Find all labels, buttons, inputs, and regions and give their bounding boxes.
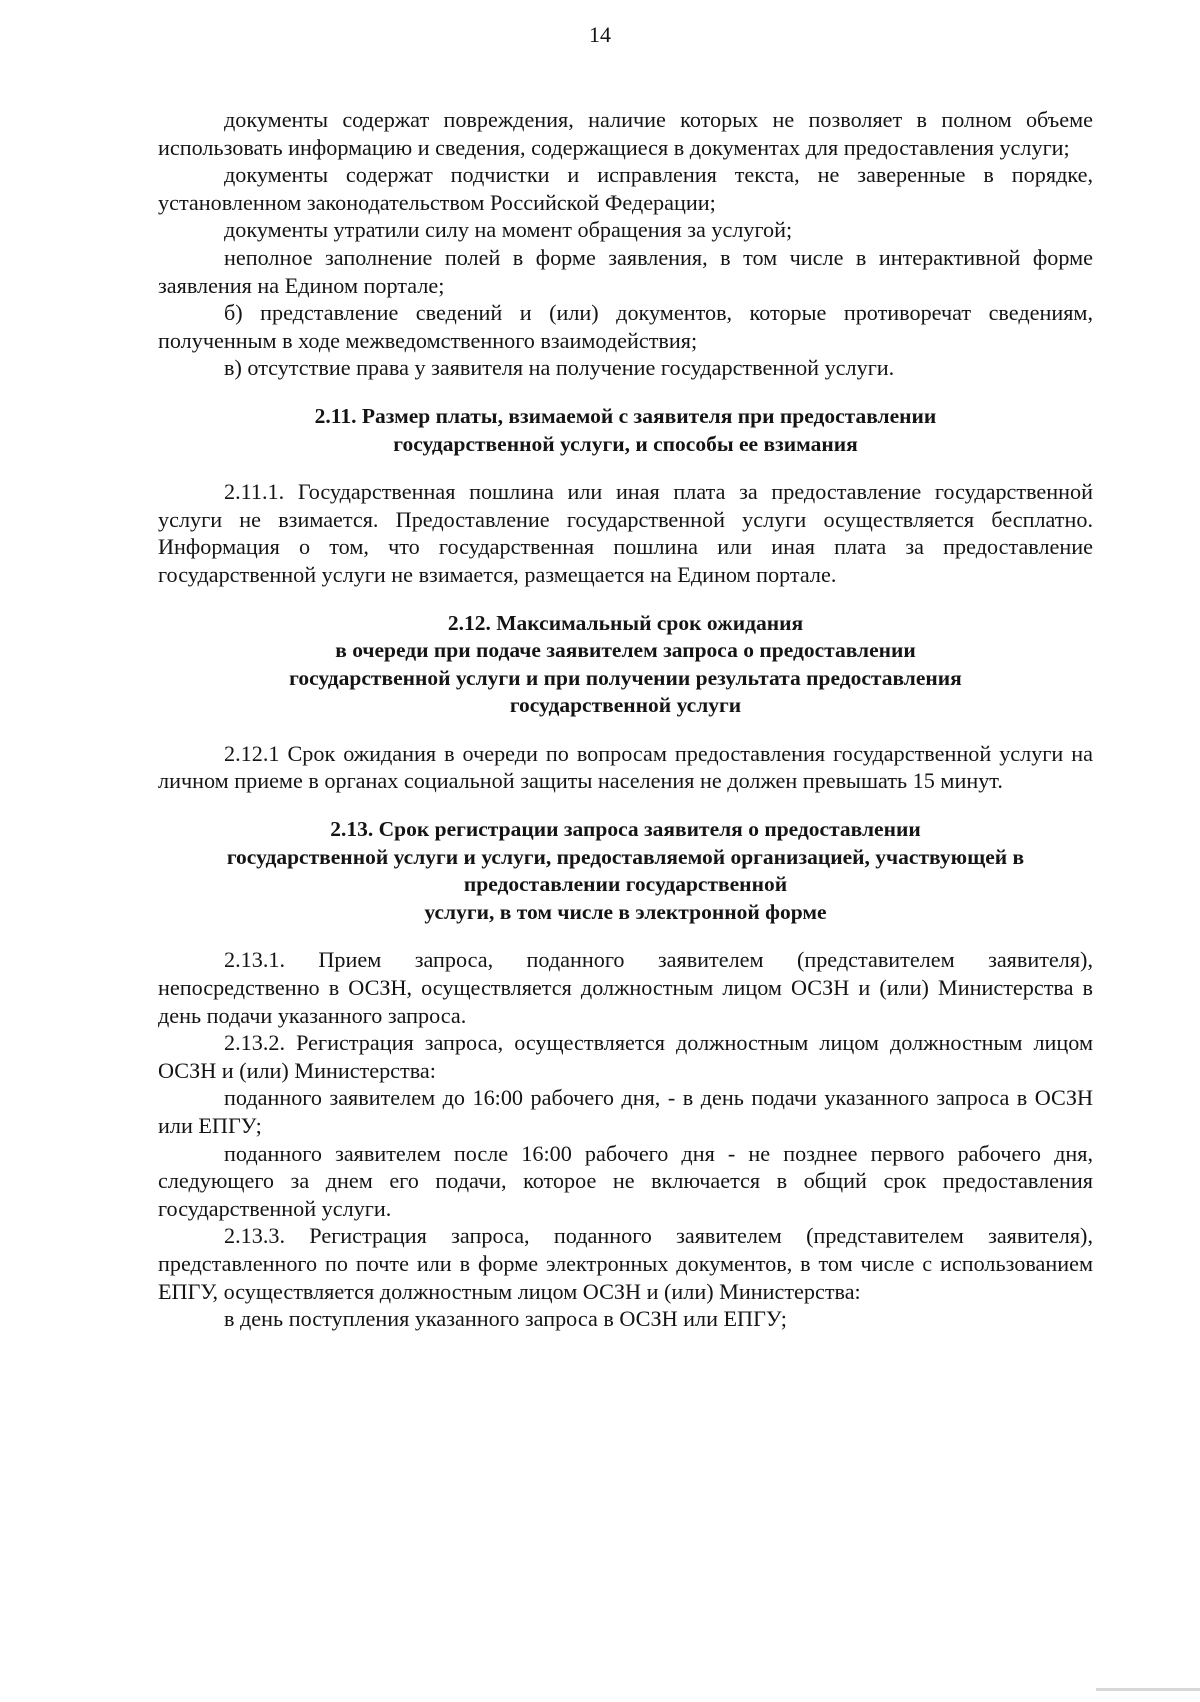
paragraph: 2.13.1. Прием запроса, поданного заявителем (представителем заявителя), непосредственно в ОСЗН, осуществляется должностным лицом ОСЗН и (или) Министерства в день подачи указанного запроса.: [158, 947, 1093, 1028]
heading-line: предоставлении государственной: [463, 872, 788, 897]
heading-line: услуги, в том числе в электронной форме: [424, 899, 827, 924]
scan-edge-mark: [1096, 1688, 1200, 1691]
heading-line: 2.12. Максимальный срок ожидания: [447, 610, 804, 635]
paragraph: 2.11.1. Государственная пошлина или иная плата за предоставление государственной услуги не взимается. Предоставление государственной услуги осуществляется бесплатно. Информация о том, что государственная пошлина или иная плата за предоставление государственной услуги не взимается, размещается на Едином портале.: [158, 479, 1093, 587]
section-2-12-body: [158, 740, 1093, 795]
heading-line: в очереди при подаче заявителем запроса о предоставлении: [335, 638, 916, 663]
heading-line: государственной услуги и услуги, предоставляемой организацией, участвующей в: [226, 844, 1025, 869]
heading-line: государственной услуги и при получении результата предоставления: [289, 665, 962, 690]
heading-line: государственной услуги: [509, 693, 742, 718]
paragraph: 2.13.2. Регистрация запроса, осуществляется должностным лицом должностным лицом ОСЗН и (или) Министерства:: [158, 1030, 1093, 1083]
refusal-grounds-list: [158, 106, 1093, 382]
heading-line: 2.13. Срок регистрации запроса заявителя о предоставлении: [330, 817, 921, 842]
section-heading-2-13: [158, 816, 1093, 926]
paragraph: 2.13.3. Регистрация запроса, поданного заявителем (представителем заявителя), представленного по почте или в форме электронных документов, в том числе с использованием ЕПГУ, осуществляется должностным лицом ОСЗН и (или) Министерства:: [158, 1223, 1093, 1304]
paragraph: документы содержат подчистки и исправления текста, не заверенные в порядке, установленном законодательством Российской Федерации;: [158, 162, 1093, 215]
paragraph: документы содержат повреждения, наличие которых не позволяет в полном объеме использовать информацию и сведения, содержащиеся в документах для предоставления услуги;: [158, 107, 1093, 160]
paragraph: в день поступления указанного запроса в ОСЗН или ЕПГУ;: [224, 1306, 787, 1332]
paragraph: 2.12.1 Срок ожидания в очереди по вопросам предоставления государственной услуги на личном приеме в органах социальной защиты населения не должен превышать 15 минут.: [158, 740, 1093, 794]
page-number: 14: [589, 22, 611, 47]
section-2-13-body: [158, 946, 1093, 1332]
heading-line: государственной услуги, и способы ее взимания: [393, 431, 858, 456]
paragraph: документы утратили силу на момент обращения за услугой;: [224, 217, 793, 243]
paragraph: неполное заполнение полей в форме заявления, в том числе в интерактивной форме заявления на Едином портале;: [158, 244, 1093, 298]
section-heading-2-11: [158, 403, 1093, 458]
paragraph: в) отсутствие права у заявителя на получение государственной услуги.: [224, 355, 895, 381]
paragraph: б) представление сведений и (или) документов, которые противоречат сведениям, полученным в ходе межведомственного взаимодействия;: [158, 300, 1093, 353]
paragraph: поданного заявителем после 16:00 рабочего дня - не позднее первого рабочего дня, следующего за днем его подачи, которое не включается в общий срок предоставления государственной услуги.: [158, 1140, 1093, 1221]
document-body: [158, 106, 1093, 1333]
section-heading-2-12: [158, 610, 1093, 720]
paragraph: поданного заявителем до 16:00 рабочего дня, - в день подачи указанного запроса в ОСЗН или ЕПГУ;: [158, 1085, 1093, 1138]
section-2-11-body: [158, 478, 1093, 588]
heading-line: 2.11. Размер платы, взимаемой с заявителя при предоставлении: [314, 403, 937, 428]
